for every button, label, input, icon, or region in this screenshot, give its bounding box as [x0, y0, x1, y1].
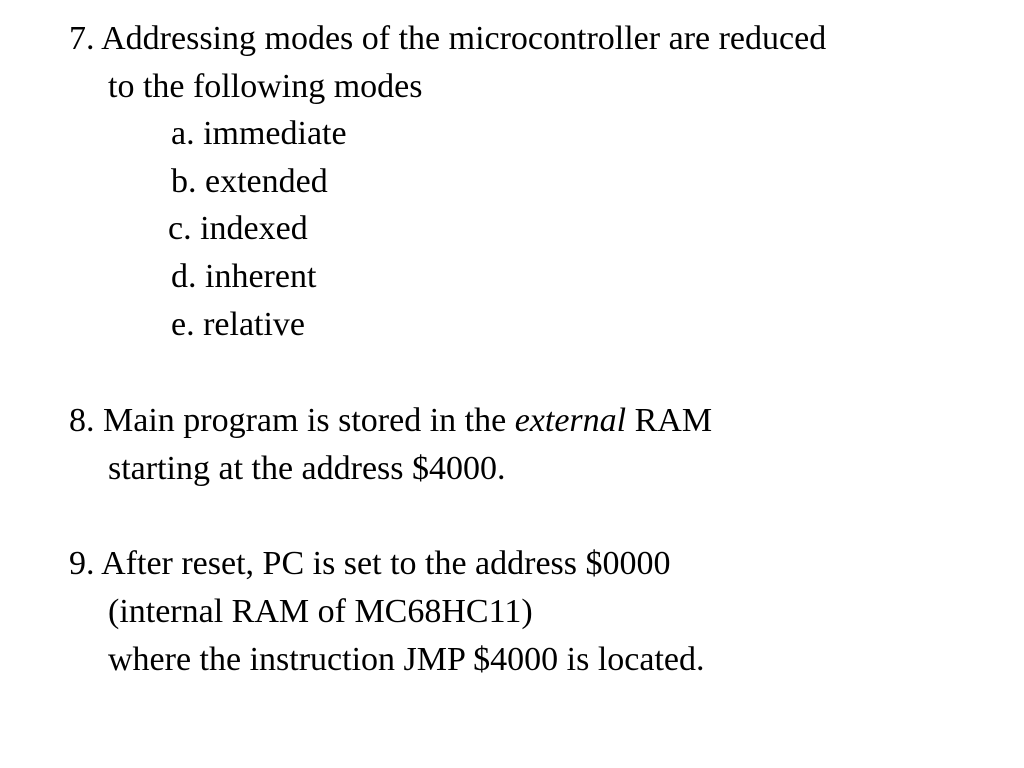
mode-extended: b. extended	[171, 163, 328, 200]
item-8-line-1-emphasis: external	[514, 402, 627, 439]
item-9-line-2: (internal RAM of MC68HC11)	[108, 593, 533, 630]
mode-inherent: d. inherent	[171, 258, 317, 295]
mode-indexed: c. indexed	[168, 210, 308, 247]
item-8-line-2: starting at the address $4000.	[108, 450, 506, 487]
item-8-line-1	[69, 404, 712, 438]
item-7-line-1: 7. Addressing modes of the microcontroller are reduced	[69, 20, 827, 57]
item-7-line-2: to the following modes	[108, 68, 423, 105]
mode-relative: e. relative	[171, 306, 306, 343]
item-8-line-1-pre: 8. Main program is stored in the	[69, 402, 507, 439]
item-8-line-1-post: RAM	[634, 402, 713, 439]
item-9-line-1: 9. After reset, PC is set to the address $0000	[69, 545, 671, 582]
item-9-line-3: where the instruction JMP $4000 is located.	[108, 641, 705, 678]
mode-immediate: a. immediate	[171, 115, 347, 152]
